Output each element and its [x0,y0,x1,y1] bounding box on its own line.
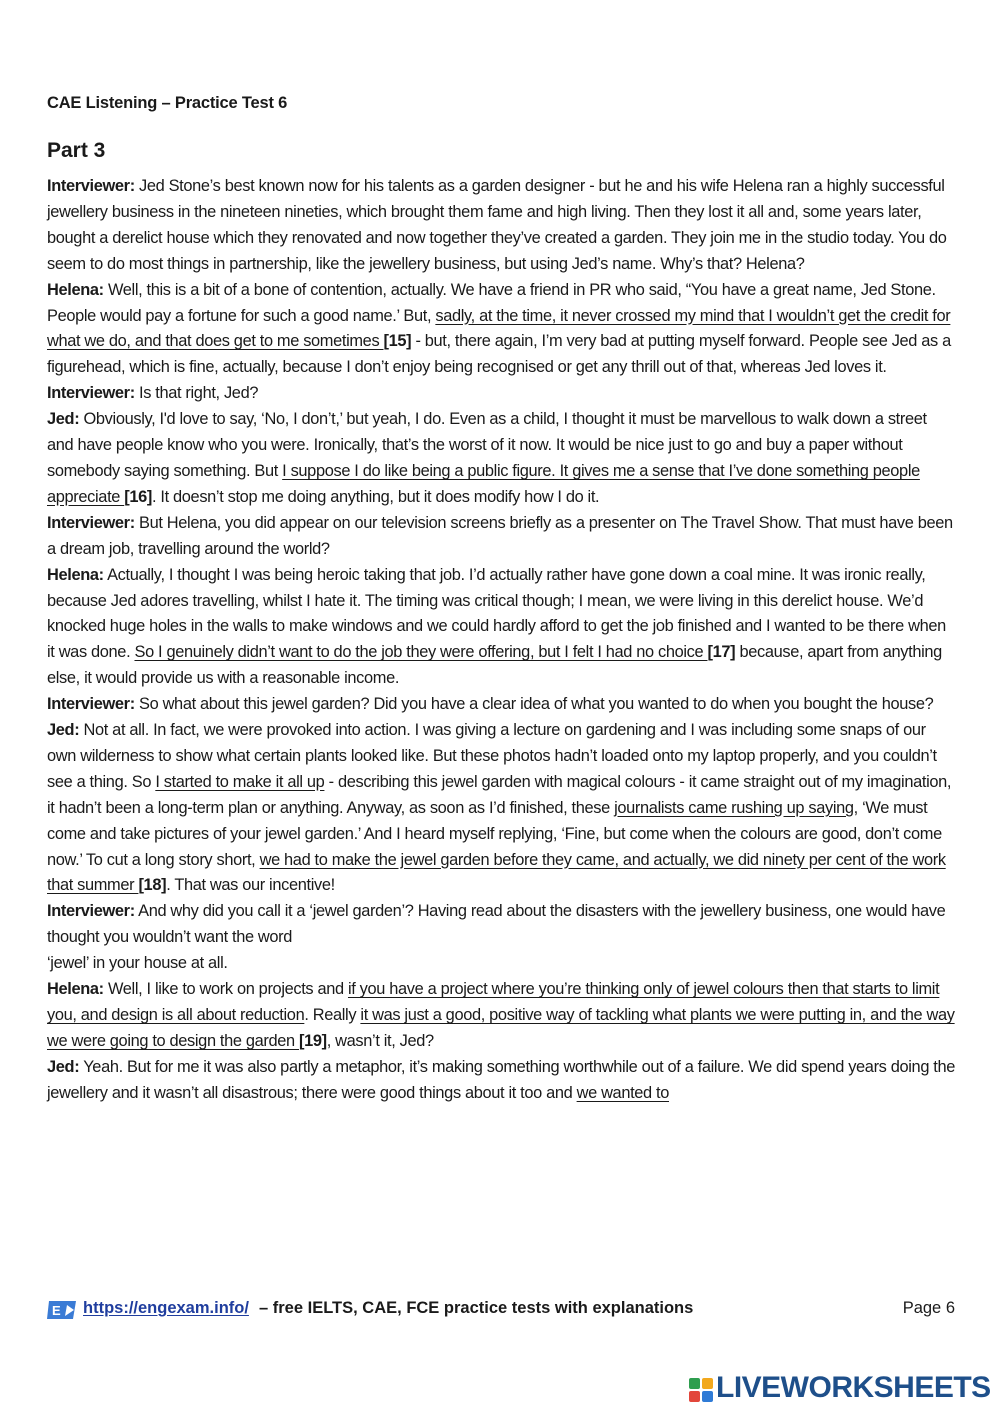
key-answer-phrase: if you have a project where you’re thinking only of jewel colours then that starts to limit you, and design is all about reduction [47,980,940,1024]
transcript-paragraph [47,563,957,693]
dialogue-text: - but, there again, I’m very bad at putting myself forward. People see Jed as a figurehead, which is fine, actually, because I don’t enjoy being recognised or get any thrill out of that, whereas Jed loves it. [47,332,951,377]
transcript-paragraph [47,278,957,382]
part-heading: Part 3 [47,139,106,162]
dialogue-text: Not at all. In fact, we were provoked into action. I was giving a lecture on gardening and I was including some snaps of our own wilderness to show what certain plants looked like. But these photos hadn’t loaded onto my laptop properly, and you couldn’t see a thing. So [47,721,937,791]
engexam-link[interactable]: https://engexam.info/ [83,1299,249,1317]
liveworksheets-logo-icon [688,1377,714,1403]
key-answer-phrase: So I genuinely didn’t want to do the job they were offering, but I felt I had no choice [134,643,708,662]
speaker-label: Jed: [47,1057,80,1076]
document-title: CAE Listening – Practice Test 6 [47,94,288,112]
key-answer-phrase: it was just a good, positive way of tackling what plants we were putting in, and the way we were going to design the garden [47,1006,955,1050]
speaker-label: Interviewer: [47,513,135,532]
transcript-paragraph [47,174,957,278]
key-answer-phrase: we wanted to [576,1083,669,1102]
speaker-label: Helena: [47,280,104,299]
transcript [47,174,957,1107]
dialogue-text: Yeah. But for me it was also partly a metaphor, it’s making something worthwhile out of a failure. We did spend years doing the jewellery and it wasn’t all disastrous; there were good things about it too and [47,1057,956,1102]
transcript-paragraph [47,718,957,899]
dialogue-text: , ‘We must come and take pictures of your jewel garden.’ And I heard myself replying, ‘Fine, but come when the colours are good, don’t come now.’ To cut a long story short, [47,798,942,869]
dialogue-text: Jed Stone’s best known now for his talents as a garden designer - but he and his wife Helena ran a highly successful jewellery business in the nineteen nineties, which brought them fame and high living. Then they lost it all and, some years later, bought a derelict house which they renovated and now together they’ve created a garden. They join me in the studio today. You do seem to do most things in partnership, like the jewellery business, but using Jed’s name. Why’s that? Helena? [47,177,947,273]
dialogue-text: . It doesn’t stop me doing anything, but it does modify how I do it. [152,487,600,506]
page-footer [47,1298,955,1324]
speaker-label: Interviewer: [47,384,135,403]
question-number: [16] [124,487,152,506]
transcript-paragraph [47,692,957,718]
speaker-label: Interviewer: [47,902,135,921]
svg-text:E: E [52,1303,61,1318]
transcript-paragraph [47,899,957,977]
key-answer-phrase: journalists came rushing up saying [614,798,854,817]
speaker-label: Jed: [47,721,80,740]
dialogue-text: Obviously, I'd love to say, ‘No, I don’t,’ but yeah, I do. Even as a child, I thought it must be marvellous to walk down a street and have people know who you were. Ironically, that’s the worst of it now. It would be nice just to go and buy a paper without somebody saying something. But [47,410,927,480]
dialogue-text: because, apart from anything else, it would provide us with a reasonable income. [47,643,942,688]
key-answer-phrase: I suppose I do like being a public figure. It gives me a sense that I’ve done something people appreciate [47,461,920,506]
dialogue-text: . Really [304,1006,361,1024]
dialogue-text: ‘jewel’ in your house at all. [47,954,228,973]
transcript-paragraph [47,1055,957,1107]
speaker-label: Interviewer: [47,177,135,195]
dialogue-text: Well, this is a bit of a bone of contention, actually. We have a friend in PR who said, “You have a great name, Jed Stone. People would pay a fortune for such a good name.’ But, [47,280,936,325]
dialogue-text: Actually, I thought I was being heroic taking that job. I’d actually rather have gone down a coal mine. It was ironic really, because Jed adores travelling, whilst I hate it. The timing was critical though; I mean, we were living in this derelict house. We’d knocked huge holes in the walls to make windows and we could hardly afford to get the job finished and I wanted to be there when it was done. [47,565,946,662]
key-answer-phrase: sadly, at the time, it never crossed my mind that I wouldn’t get the credit for what we do, and that does get to me sometimes [47,306,951,351]
speaker-label: Helena: [47,565,104,584]
transcript-paragraph [47,407,957,511]
transcript-paragraph [47,977,957,1055]
question-number: [17] [707,643,736,662]
liveworksheets-brand: LIVEWORKSHEETS [716,1371,991,1404]
dialogue-text: . That was our incentive! [166,876,335,895]
question-number: [18] [138,876,167,895]
dialogue-text: - describing this jewel garden with magical colours - it came straight out of my imagination, it hadn’t been a long-term plan or anything. Anyway, as soon as I’d finished, these [47,772,952,817]
dialogue-text: But Helena, you did appear on our television screens briefly as a presenter on The Travel Show. That must have been a dream job, travelling around the world? [47,513,953,558]
question-number: [19] [299,1031,327,1050]
transcript-paragraph [47,381,957,407]
key-answer-phrase: we had to make the jewel garden before they came, and actually, we did ninety per cent of the work that summer [47,850,946,895]
footer-tagline: – free IELTS, CAE, FCE practice tests with explanations [259,1299,694,1317]
transcript-paragraph [47,511,957,563]
engexam-logo-icon [47,1300,77,1320]
dialogue-text: And why did you call it a ‘jewel garden’? Having read about the disasters with the jewellery business, one would have thought you wouldn’t want the word [47,902,946,947]
speaker-label: Jed: [47,410,80,429]
key-answer-phrase: I started to make it all up [155,772,325,791]
page-number: Page 6 [902,1299,955,1317]
speaker-label: Interviewer: [47,695,135,714]
dialogue-text: So what about this jewel garden? Did you have a clear idea of what you wanted to do when you bought the house? [134,695,934,714]
speaker-label: Helena: [47,980,104,999]
question-number: [15] [383,332,412,351]
dialogue-text: Well, I like to work on projects and [103,980,348,999]
dialogue-text: , wasn’t it, Jed? [326,1031,434,1050]
dialogue-text: Is that right, Jed? [134,384,259,403]
liveworksheets-watermark [688,1371,991,1405]
